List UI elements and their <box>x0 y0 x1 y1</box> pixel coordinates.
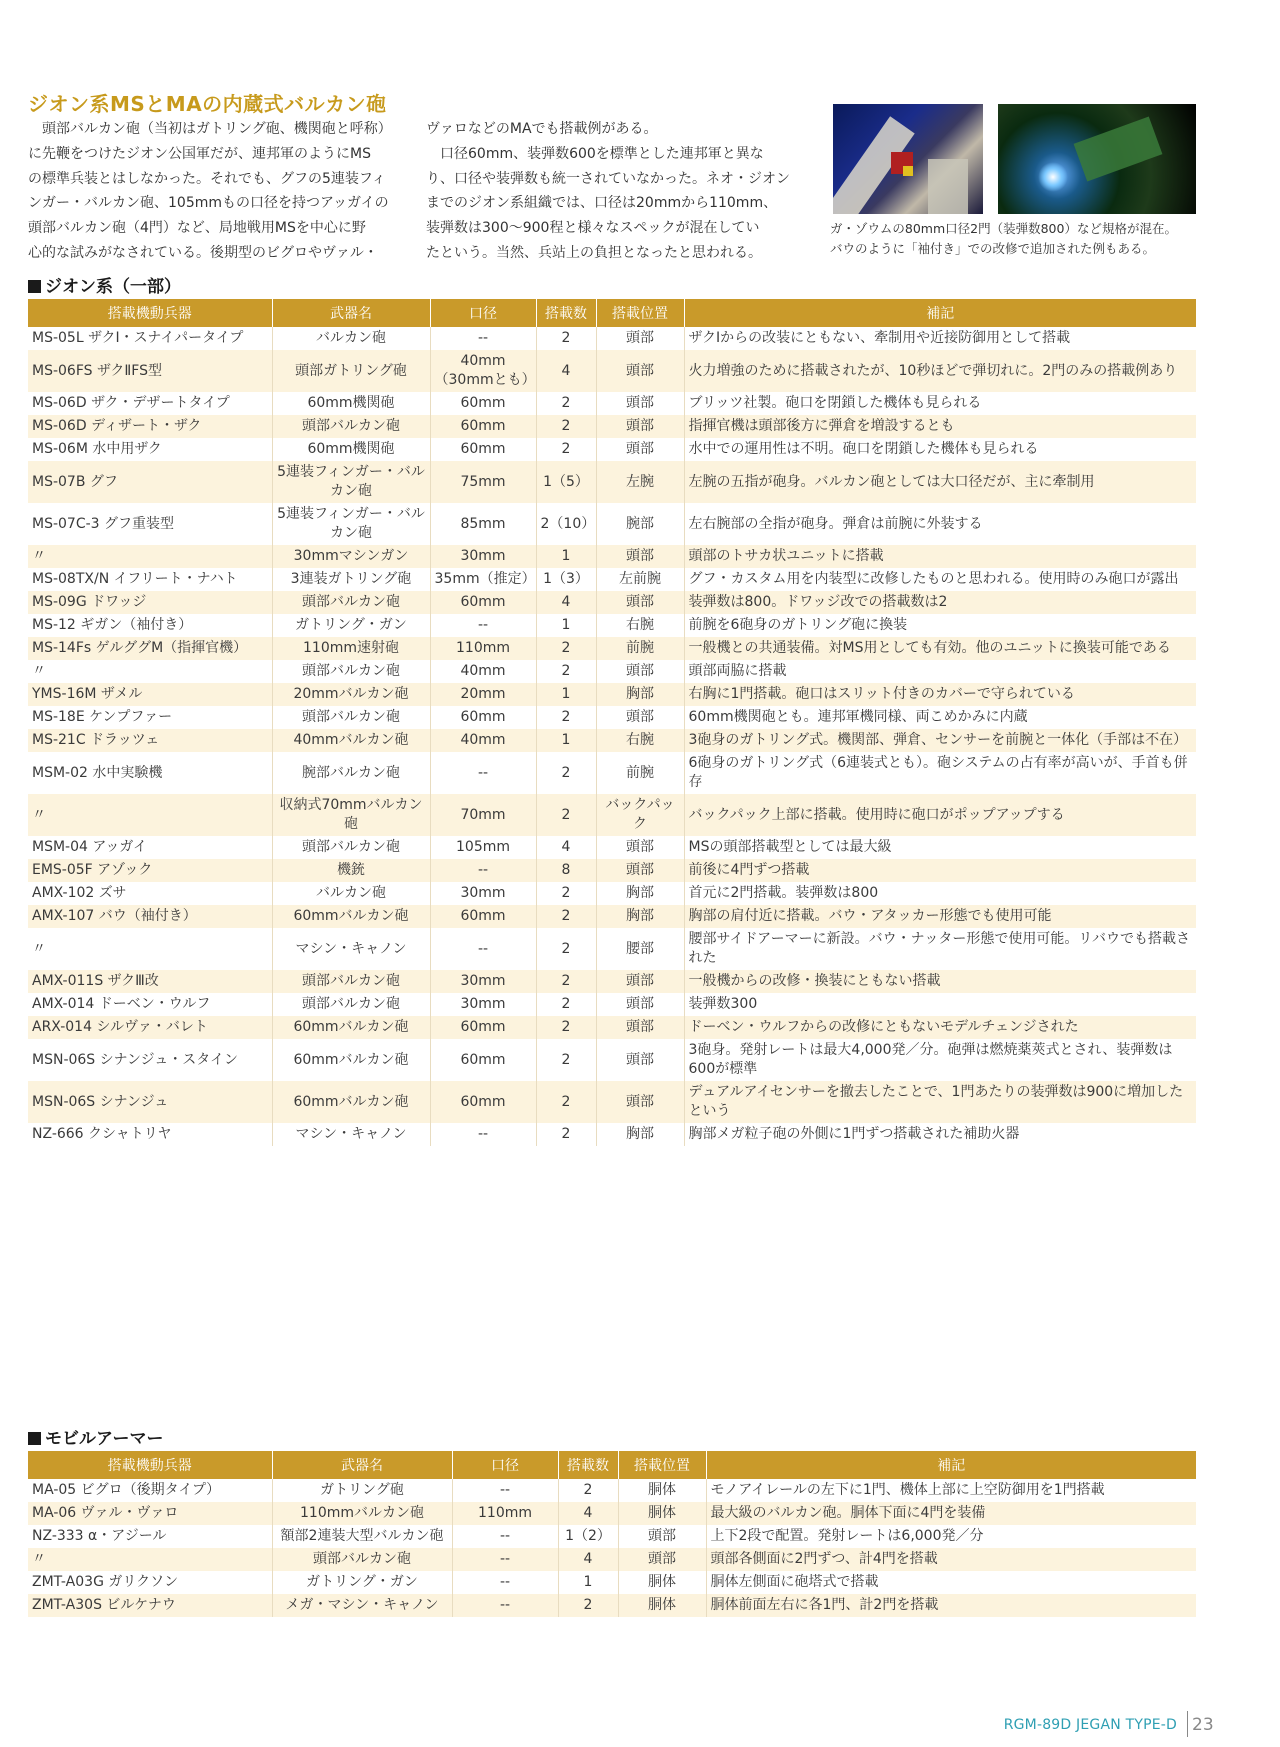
table-row <box>28 1479 1196 1502</box>
cell-caliber: 110mm <box>430 637 536 660</box>
table-row <box>28 545 1196 568</box>
cell-count: 2 <box>536 752 596 794</box>
table-row <box>28 591 1196 614</box>
header-position: 搭載位置 <box>618 1451 706 1479</box>
cell-note: 前腕を6砲身のガトリング砲に換装 <box>684 614 1196 637</box>
cell-weapon: 機銃 <box>272 859 430 882</box>
cell-unit: 〃 <box>28 794 272 836</box>
table-row <box>28 461 1196 503</box>
cell-count: 1（5） <box>536 461 596 503</box>
cell-unit: AMX-011S ザクⅢ改 <box>28 970 272 993</box>
cell-note: 装弾数300 <box>684 993 1196 1016</box>
cell-note: 頭部両脇に搭載 <box>684 660 1196 683</box>
cell-weapon: 5連装フィンガー・バルカン砲 <box>272 503 430 545</box>
cell-caliber: 40mm <box>430 729 536 752</box>
cell-note: 上下2段で配置。発射レートは6,000発／分 <box>706 1525 1196 1548</box>
cell-caliber: -- <box>430 928 536 970</box>
cell-caliber: 110mm <box>452 1502 558 1525</box>
intro-line: り、口径や装弾数も統一されていなかった。ネオ・ジオン <box>426 170 790 187</box>
cell-count: 2 <box>536 327 596 350</box>
cell-caliber: 60mm <box>430 1081 536 1123</box>
cell-note: デュアルアイセンサーを撤去したことで、1門あたりの装弾数は900に増加したという <box>684 1081 1196 1123</box>
cell-note: 首元に2門搭載。装弾数は800 <box>684 882 1196 905</box>
cell-position: 胸部 <box>596 882 684 905</box>
cell-caliber: -- <box>452 1548 558 1571</box>
cell-caliber: 60mm <box>430 1016 536 1039</box>
photo-mobile-suit-1 <box>833 104 983 214</box>
table-row <box>28 928 1196 970</box>
cell-position: 胴体 <box>618 1479 706 1502</box>
cell-note: 腰部サイドアーマーに新設。バウ・ナッター形態で使用可能。リバウでも搭載された <box>684 928 1196 970</box>
cell-count: 2 <box>536 637 596 660</box>
cell-count: 2 <box>536 1039 596 1081</box>
cell-position: 頭部 <box>596 327 684 350</box>
cell-weapon: バルカン砲 <box>272 327 430 350</box>
cell-count: 1 <box>558 1571 618 1594</box>
cell-position: 腕部 <box>596 503 684 545</box>
table-row <box>28 836 1196 859</box>
cell-note: 3砲身。発射レートは最大4,000発／分。砲弾は燃焼薬莢式とされ、装弾数は600が標準 <box>684 1039 1196 1081</box>
cell-unit: EMS-05F アゾック <box>28 859 272 882</box>
cell-caliber: 30mm <box>430 882 536 905</box>
cell-weapon: 40mmバルカン砲 <box>272 729 430 752</box>
cell-caliber: 60mm <box>430 591 536 614</box>
cell-count: 2 <box>536 660 596 683</box>
cell-unit: MS-06M 水中用ザク <box>28 438 272 461</box>
cell-count: 2 <box>536 438 596 461</box>
cell-count: 2 <box>536 970 596 993</box>
cell-unit: MS-06D ディザート・ザク <box>28 415 272 438</box>
table-row <box>28 1123 1196 1146</box>
cell-weapon: 頭部バルカン砲 <box>272 836 430 859</box>
cell-count: 1 <box>536 545 596 568</box>
cell-count: 1（2） <box>558 1525 618 1548</box>
cell-note: 右胸に1門搭載。砲口はスリット付きのカバーで守られている <box>684 683 1196 706</box>
table-row <box>28 706 1196 729</box>
cell-caliber: -- <box>430 1123 536 1146</box>
intro-line: に先鞭をつけたジオン公国軍だが、連邦軍のようにMS <box>28 145 371 162</box>
cell-unit: MS-09G ドワッジ <box>28 591 272 614</box>
cell-count: 2（10） <box>536 503 596 545</box>
cell-position: 胴体 <box>618 1594 706 1617</box>
intro-column-1 <box>28 117 428 266</box>
header-caliber: 口径 <box>452 1451 558 1479</box>
cell-unit: AMX-014 ドーベン・ウルフ <box>28 993 272 1016</box>
cell-position: 頭部 <box>618 1525 706 1548</box>
cell-note: 胴体前面左右に各1門、計2門を搭載 <box>706 1594 1196 1617</box>
table-header-row <box>28 299 1196 327</box>
cell-weapon: メガ・マシン・キャノン <box>272 1594 452 1617</box>
table-row <box>28 905 1196 928</box>
table-row <box>28 327 1196 350</box>
cell-unit: MS-08TX/N イフリート・ナハト <box>28 568 272 591</box>
table-row <box>28 350 1196 392</box>
cell-position: 頭部 <box>596 438 684 461</box>
section-title-mobile-armor <box>28 1424 164 1449</box>
cell-weapon: 頭部バルカン砲 <box>272 970 430 993</box>
caption-line: ガ・ゾウムの80mm口径2門（装弾数800）など規格が混在。 <box>830 221 1177 236</box>
cell-unit: MSM-02 水中実験機 <box>28 752 272 794</box>
cell-weapon: 20mmバルカン砲 <box>272 683 430 706</box>
page-number: 23 <box>1192 1715 1214 1735</box>
cell-caliber: 105mm <box>430 836 536 859</box>
cell-unit: 〃 <box>28 545 272 568</box>
cell-weapon: 頭部ガトリング砲 <box>272 350 430 392</box>
cell-position: 頭部 <box>618 1548 706 1571</box>
header-count: 搭載数 <box>558 1451 618 1479</box>
cell-weapon: 60mm機関砲 <box>272 438 430 461</box>
intro-line: までのジオン系組織では、口径は20mmから110mm、 <box>426 195 778 212</box>
cell-caliber: 60mm <box>430 392 536 415</box>
cell-weapon: 60mmバルカン砲 <box>272 1016 430 1039</box>
table-row <box>28 859 1196 882</box>
cell-unit: MS-06D ザク・デザートタイプ <box>28 392 272 415</box>
cell-count: 1 <box>536 729 596 752</box>
caption-line: バウのように「袖付き」での改修で追加された例もある。 <box>830 241 1156 256</box>
cell-weapon: 5連装フィンガー・バルカン砲 <box>272 461 430 503</box>
cell-count: 4 <box>536 350 596 392</box>
cell-position: 右腕 <box>596 729 684 752</box>
cell-caliber: -- <box>452 1571 558 1594</box>
intro-line: 装弾数は300～900程と様々なスペックが混在してい <box>426 220 760 237</box>
table-row <box>28 660 1196 683</box>
cell-note: 3砲身のガトリング式。機関部、弾倉、センサーを前腕と一体化（手部は不在） <box>684 729 1196 752</box>
cell-caliber: 40mm <box>430 660 536 683</box>
cell-note: 頭部のトサカ状ユニットに搭載 <box>684 545 1196 568</box>
table-row <box>28 415 1196 438</box>
cell-weapon: 110mmバルカン砲 <box>272 1502 452 1525</box>
cell-count: 2 <box>536 905 596 928</box>
cell-weapon: マシン・キャノン <box>272 928 430 970</box>
table-row <box>28 1039 1196 1081</box>
intro-line: 口径60mm、装弾数600を標準とした連邦軍と異な <box>426 145 764 162</box>
cell-weapon: 頭部バルカン砲 <box>272 706 430 729</box>
cell-unit: MS-18E ケンプファー <box>28 706 272 729</box>
cell-note: 一般機との共通装備。対MS用としても有効。他のユニットに換装可能である <box>684 637 1196 660</box>
cell-weapon: 60mmバルカン砲 <box>272 1081 430 1123</box>
cell-position: 胴体 <box>618 1571 706 1594</box>
cell-unit: ARX-014 シルヴァ・バレト <box>28 1016 272 1039</box>
cell-unit: AMX-107 バウ（袖付き） <box>28 905 272 928</box>
section-title-zeon <box>28 272 181 297</box>
intro-line: ンガー・バルカン砲、105mmもの口径を持つアッガイの <box>28 195 389 212</box>
cell-note: 指揮官機は頭部後方に弾倉を増設するとも <box>684 415 1196 438</box>
cell-note: ドーベン・ウルフからの改修にともないモデルチェンジされた <box>684 1016 1196 1039</box>
cell-unit: NZ-333 α・アジール <box>28 1525 272 1548</box>
cell-weapon: 腕部バルカン砲 <box>272 752 430 794</box>
cell-count: 2 <box>536 882 596 905</box>
table-row <box>28 392 1196 415</box>
cell-caliber: 60mm <box>430 415 536 438</box>
table-row <box>28 1502 1196 1525</box>
cell-unit: MS-21C ドラッツェ <box>28 729 272 752</box>
cell-count: 2 <box>536 993 596 1016</box>
cell-unit: ZMT-A03G ガリクソン <box>28 1571 272 1594</box>
cell-unit: 〃 <box>28 928 272 970</box>
cell-caliber: -- <box>430 614 536 637</box>
section-title-text: モビルアーマー <box>45 1429 164 1449</box>
cell-weapon: バルカン砲 <box>272 882 430 905</box>
cell-count: 1 <box>536 683 596 706</box>
cell-count: 2 <box>558 1594 618 1617</box>
cell-unit: MS-06FS ザクⅡFS型 <box>28 350 272 392</box>
table-row <box>28 637 1196 660</box>
table-row <box>28 1081 1196 1123</box>
cell-position: 頭部 <box>596 392 684 415</box>
cell-weapon: 60mmバルカン砲 <box>272 905 430 928</box>
table-row <box>28 614 1196 637</box>
table-row <box>28 438 1196 461</box>
cell-caliber: 30mm <box>430 993 536 1016</box>
table-row <box>28 1594 1196 1617</box>
cell-note: 胸部の肩付近に搭載。バウ・アタッカー形態でも使用可能 <box>684 905 1196 928</box>
cell-note: バックパック上部に搭載。使用時に砲口がポップアップする <box>684 794 1196 836</box>
header-position: 搭載位置 <box>596 299 684 327</box>
intro-column-2 <box>426 117 826 266</box>
cell-caliber: -- <box>430 752 536 794</box>
cell-caliber: 35mm（推定） <box>430 568 536 591</box>
cell-unit: MA-05 ビグロ（後期タイプ） <box>28 1479 272 1502</box>
table-row <box>28 1525 1196 1548</box>
cell-position: 左腕 <box>596 461 684 503</box>
cell-note: グフ・カスタム用を内装型に改修したものと思われる。使用時のみ砲口が露出 <box>684 568 1196 591</box>
table-row <box>28 729 1196 752</box>
cell-unit: MS-14Fs ゲルググM（指揮官機） <box>28 637 272 660</box>
cell-note: 火力増強のために搭載されたが、10秒ほどで弾切れに。2門のみの搭載例あり <box>684 350 1196 392</box>
cell-weapon: 60mm機関砲 <box>272 392 430 415</box>
cell-count: 4 <box>536 836 596 859</box>
cell-position: 頭部 <box>596 706 684 729</box>
cell-note: ザクⅠからの改装にともない、牽制用や近接防御用として搭載 <box>684 327 1196 350</box>
cell-note: MSの頭部搭載型としては最大級 <box>684 836 1196 859</box>
cell-note: 60mm機関砲とも。連邦軍機同様、両こめかみに内蔵 <box>684 706 1196 729</box>
table-row <box>28 993 1196 1016</box>
cell-position: 頭部 <box>596 970 684 993</box>
cell-position: 頭部 <box>596 836 684 859</box>
table-row <box>28 752 1196 794</box>
section-heading: ジオン系MSとMAの内蔵式バルカン砲 <box>28 92 387 116</box>
cell-unit: MS-12 ギガン（袖付き） <box>28 614 272 637</box>
cell-caliber: 60mm <box>430 1039 536 1081</box>
cell-weapon: ガトリング・ガン <box>272 614 430 637</box>
photo-mobile-suit-2 <box>998 104 1196 214</box>
cell-caliber: 60mm <box>430 438 536 461</box>
cell-position: 頭部 <box>596 1016 684 1039</box>
cell-position: 腰部 <box>596 928 684 970</box>
table-row <box>28 970 1196 993</box>
cell-weapon: 頭部バルカン砲 <box>272 660 430 683</box>
cell-position: 胴体 <box>618 1502 706 1525</box>
cell-unit: MS-05L ザクⅠ・スナイパータイプ <box>28 327 272 350</box>
cell-count: 2 <box>536 415 596 438</box>
square-bullet-icon <box>28 1432 41 1445</box>
table-header-row <box>28 1451 1196 1479</box>
cell-unit: MS-07B グフ <box>28 461 272 503</box>
table-row <box>28 794 1196 836</box>
cell-caliber: 40mm（30mmとも） <box>430 350 536 392</box>
header-count: 搭載数 <box>536 299 596 327</box>
cell-caliber: 85mm <box>430 503 536 545</box>
cell-weapon: 頭部バルカン砲 <box>272 993 430 1016</box>
cell-weapon: ガトリング・ガン <box>272 1571 452 1594</box>
cell-note: 水中での運用性は不明。砲口を閉鎖した機体も見られる <box>684 438 1196 461</box>
cell-unit: MS-07C-3 グフ重装型 <box>28 503 272 545</box>
cell-position: 頭部 <box>596 1039 684 1081</box>
cell-count: 1（3） <box>536 568 596 591</box>
intro-line: たという。当然、兵站上の負担となったと思われる。 <box>426 244 762 261</box>
cell-position: 頭部 <box>596 415 684 438</box>
cell-unit: MSM-04 アッガイ <box>28 836 272 859</box>
cell-caliber: 30mm <box>430 545 536 568</box>
cell-position: 頭部 <box>596 1081 684 1123</box>
intro-line: 頭部バルカン砲（4門）など、局地戦用MSを中心に野 <box>28 220 366 237</box>
cell-count: 2 <box>536 1123 596 1146</box>
cell-note: 胸部メガ粒子砲の外側に1門ずつ搭載された補助火器 <box>684 1123 1196 1146</box>
cell-note: モノアイレールの左下に1門、機体上部に上空防御用を1門搭載 <box>706 1479 1196 1502</box>
cell-position: 右腕 <box>596 614 684 637</box>
square-bullet-icon <box>28 280 41 293</box>
cell-unit: 〃 <box>28 660 272 683</box>
cell-caliber: 30mm <box>430 970 536 993</box>
cell-caliber: -- <box>430 859 536 882</box>
cell-caliber: 20mm <box>430 683 536 706</box>
cell-position: 前腕 <box>596 752 684 794</box>
cell-position: 頭部 <box>596 993 684 1016</box>
header-note: 補記 <box>706 1451 1196 1479</box>
cell-position: 左前腕 <box>596 568 684 591</box>
cell-caliber: 75mm <box>430 461 536 503</box>
cell-position: 頭部 <box>596 545 684 568</box>
table-row <box>28 503 1196 545</box>
cell-position: 頭部 <box>596 859 684 882</box>
table-row <box>28 1571 1196 1594</box>
intro-line: 頭部バルカン砲（当初はガトリング砲、機関砲と呼称） <box>28 121 392 137</box>
zeon-weapons-table <box>28 299 1197 1146</box>
cell-position: 胸部 <box>596 683 684 706</box>
cell-weapon: 収納式70mmバルカン砲 <box>272 794 430 836</box>
cell-count: 4 <box>558 1502 618 1525</box>
footer-divider <box>1187 1711 1188 1737</box>
cell-count: 2 <box>558 1479 618 1502</box>
cell-position: 前腕 <box>596 637 684 660</box>
cell-caliber: -- <box>452 1594 558 1617</box>
header-unit: 搭載機動兵器 <box>28 299 272 327</box>
table-row <box>28 882 1196 905</box>
header-weapon: 武器名 <box>272 1451 452 1479</box>
cell-note: 頭部各側面に2門ずつ、計4門を搭載 <box>706 1548 1196 1571</box>
cell-count: 2 <box>536 706 596 729</box>
cell-note: 最大級のバルカン砲。胴体下面に4門を装備 <box>706 1502 1196 1525</box>
cell-unit: MA-06 ヴァル・ヴァロ <box>28 1502 272 1525</box>
cell-note: 左右腕部の全指が砲身。弾倉は前腕に外装する <box>684 503 1196 545</box>
intro-line: の標準兵装とはしなかった。それでも、グフの5連装フィ <box>28 170 386 187</box>
table-row <box>28 683 1196 706</box>
cell-weapon: 3連装ガトリング砲 <box>272 568 430 591</box>
footer-title: RGM-89D JEGAN TYPE-D <box>1003 1717 1177 1733</box>
header-unit: 搭載機動兵器 <box>28 1451 272 1479</box>
cell-weapon: 30mmマシンガン <box>272 545 430 568</box>
cell-count: 8 <box>536 859 596 882</box>
cell-weapon: 頭部バルカン砲 <box>272 1548 452 1571</box>
cell-count: 4 <box>558 1548 618 1571</box>
cell-caliber: -- <box>430 327 536 350</box>
cell-note: 左腕の五指が砲身。バルカン砲としては大口径だが、主に牽制用 <box>684 461 1196 503</box>
cell-position: 胸部 <box>596 905 684 928</box>
cell-unit: ZMT-A30S ビルケナウ <box>28 1594 272 1617</box>
cell-weapon: 60mmバルカン砲 <box>272 1039 430 1081</box>
cell-caliber: 70mm <box>430 794 536 836</box>
cell-count: 2 <box>536 1081 596 1123</box>
cell-position: 頭部 <box>596 350 684 392</box>
intro-line: ヴァロなどのMAでも搭載例がある。 <box>426 121 658 137</box>
cell-position: 胸部 <box>596 1123 684 1146</box>
cell-position: 頭部 <box>596 660 684 683</box>
cell-weapon: ガトリング砲 <box>272 1479 452 1502</box>
mobile-armor-weapons-table <box>28 1451 1197 1617</box>
cell-caliber: -- <box>452 1525 558 1548</box>
cell-note: 一般機からの改修・換装にともない搭載 <box>684 970 1196 993</box>
header-weapon: 武器名 <box>272 299 430 327</box>
table-row <box>28 1016 1196 1039</box>
header-note: 補記 <box>684 299 1196 327</box>
cell-unit: MSN-06S シナンジュ・スタイン <box>28 1039 272 1081</box>
table-row <box>28 568 1196 591</box>
cell-weapon: マシン・キャノン <box>272 1123 430 1146</box>
cell-count: 2 <box>536 794 596 836</box>
cell-note: 6砲身のガトリング式（6連装式とも）。砲システムの占有率が高いが、手首も併存 <box>684 752 1196 794</box>
cell-count: 4 <box>536 591 596 614</box>
cell-count: 1 <box>536 614 596 637</box>
photo-caption <box>830 219 1210 259</box>
cell-caliber: 60mm <box>430 706 536 729</box>
cell-weapon: 頭部バルカン砲 <box>272 591 430 614</box>
cell-unit: YMS-16M ザメル <box>28 683 272 706</box>
cell-note: 前後に4門ずつ搭載 <box>684 859 1196 882</box>
cell-unit: AMX-102 ズサ <box>28 882 272 905</box>
cell-position: バックパック <box>596 794 684 836</box>
intro-line: 心的な試みがなされている。後期型のビグロやヴァル・ <box>28 244 378 261</box>
cell-note: 装弾数は800。ドワッジ改での搭載数は2 <box>684 591 1196 614</box>
cell-count: 2 <box>536 928 596 970</box>
cell-weapon: 額部2連装大型バルカン砲 <box>272 1525 452 1548</box>
cell-weapon: 頭部バルカン砲 <box>272 415 430 438</box>
cell-note: 胴体左側面に砲塔式で搭載 <box>706 1571 1196 1594</box>
cell-unit: NZ-666 クシャトリヤ <box>28 1123 272 1146</box>
cell-count: 2 <box>536 392 596 415</box>
cell-unit: MSN-06S シナンジュ <box>28 1081 272 1123</box>
cell-caliber: 60mm <box>430 905 536 928</box>
section-title-text: ジオン系（一部） <box>45 277 181 297</box>
cell-unit: 〃 <box>28 1548 272 1571</box>
table-row <box>28 1548 1196 1571</box>
cell-position: 頭部 <box>596 591 684 614</box>
header-caliber: 口径 <box>430 299 536 327</box>
cell-weapon: 110mm速射砲 <box>272 637 430 660</box>
cell-note: ブリッツ社製。砲口を閉鎖した機体も見られる <box>684 392 1196 415</box>
cell-caliber: -- <box>452 1479 558 1502</box>
cell-count: 2 <box>536 1016 596 1039</box>
